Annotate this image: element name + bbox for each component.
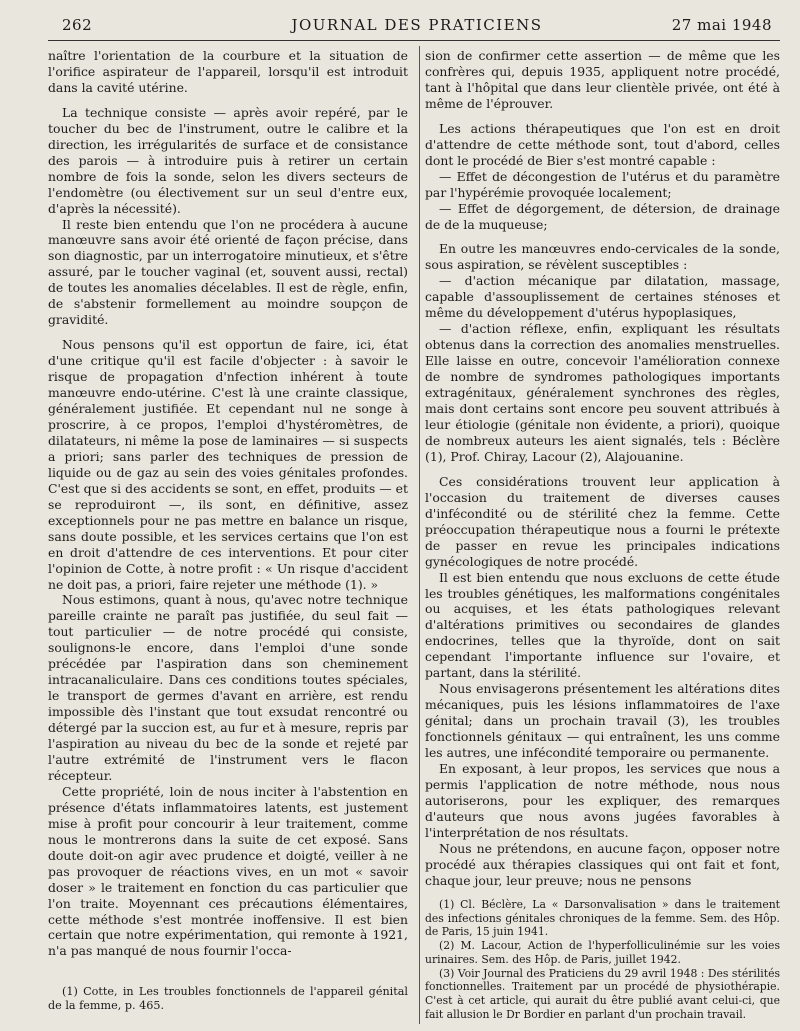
left-column bbox=[48, 48, 408, 959]
paragraph: Ces considérations trouvent leur application à l'occasion du traitement de diverses causes d'infécondité ou de stérilité chez la femme. Cette préoccupation thérapeutique nous a fourni le prétexte de passer en revue les principales indications gynécologiques de notre procédé. bbox=[425, 473, 780, 569]
paragraph: sion de confirmer cette assertion — de même que les confrères qui, depuis 1935, appliquent notre procédé, tant à l'hôpital que dans leur clientèle privée, ont été à même de l'éprouver. bbox=[425, 48, 780, 111]
page-header bbox=[62, 16, 772, 40]
paragraph: Il est bien entendu que nous excluons de cette étude les troubles génétiques, les malformations congénitales ou acquises, et les états pathologiques relevant d'altérations primitives ou secondaires de glandes endocrines, telles que la thyroïde, dont on sait cependant l'importante influence sur l'ovaire, et partant, dans la stérilité. bbox=[425, 569, 780, 681]
paragraph: Nous envisagerons présentement les altérations dites mécaniques, puis les lésions inflammatoires de l'axe génital; dans un prochain travail (3), les troubles fonctionnels génitaux — qui entraînent, les uns comme les autres, une infécondité temporaire ou permanente. bbox=[425, 681, 780, 761]
paragraph: Cette propriété, loin de nous inciter à l'abstention en présence d'états inflammatoires latents, est justement mise à profit pour concourir à leur traitement, comme nous le montrerons dans la suite de cet exposé. Sans doute doit-on agir avec prudence et doigté, veiller à ne pas provoquer de réactions vives, en un mot « savoir doser » le traitement en fonction du cas particulier que l'on traite. Moyennant ces précautions élémentaires, cette méthode s'est montrée inoffensive. Il est bien certain que notre expérimentation, qui remonte à 1921, n'a pas manqué de nous fournir l'occa- bbox=[48, 783, 408, 959]
page-number: 262 bbox=[62, 16, 93, 34]
list-item: — d'action mécanique par dilatation, massage, capable d'assouplissement de certaines sténoses et même du développement d'utérus hypoplasiques, bbox=[425, 273, 780, 321]
right-footnotes bbox=[425, 898, 780, 1021]
paragraph: Les actions thérapeutiques que l'on est en droit d'attendre de cette méthode sont, tout d'abord, celles dont le procédé de Bier s'est montré capable : bbox=[425, 120, 780, 168]
list-item: — d'action réflexe, enfin, expliquant les résultats obtenus dans la correction des anomalies menstruelles. Elle laisse en outre, concevoir l'amélioration connexe de nombre de syndromes pathologiques importants extragénitaux, généralement synchrones des règles, mais dont certains sont encore peu souvent attribués à leur étiologie (génitale non évidente, a priori), quoique de nombreux auteurs les aient signalés, tels : Béclère (1), Prof. Chiray, Lacour (2), Alajouanine. bbox=[425, 321, 780, 464]
paragraph: Nous pensons qu'il est opportun de faire, ici, état d'une critique qu'il est facile d'objecter : à savoir le risque de propagation d'nfection inhérent à toute manœuvre endo-utérine. C'est là une crainte classique, généralement justifiée. Et cependant nul ne songe à proscrire, à ce propos, l'emploi d'hystéromètres, de dilatateurs, ni même la pose de laminaires — si suspects a priori; sans parler des techniques de pression de liquide ou de gaz au sein des voies génitales profondes. C'est que si des accidents se sont, en effet, produits — et se reproduiront —, ils sont, en définitive, assez exceptionnels pour ne pas mettre en balance un risque, sans doute possible, et les services certains que l'on est en droit d'attendre de ces interventions. Et pour citer l'opinion de Cotte, à notre profit : « Un risque d'accident ne doit pas, a priori, faire rejeter une méthode (1). » bbox=[48, 337, 408, 592]
footnote: (2) M. Lacour, Action de l'hyperfolliculinémie sur les voies urinaires. Sem. des Hôp. de Paris, juillet 1942. bbox=[425, 939, 780, 966]
paragraph: Il reste bien entendu que l'on ne procédera à aucune manœuvre sans avoir été orienté de façon précise, dans son diagnostic, par un interrogatoire minutieux, et s'être assuré, par le toucher vaginal (et, souvent aussi, rectal) de toutes les anomalies décelables. Il est de règle, enfin, de s'abstenir formellement au moindre soupçon de gravidité. bbox=[48, 216, 408, 328]
paragraph: naître l'orientation de la courbure et la situation de l'orifice aspirateur de l'appareil, lorsqu'il est introduit dans la cavité utérine. bbox=[48, 48, 408, 95]
issue-date: 27 mai 1948 bbox=[671, 16, 772, 34]
list-item: — Effet de dégorgement, de détersion, de drainage de de la muqueuse; bbox=[425, 200, 780, 232]
journal-title: JOURNAL DES PRATICIENS bbox=[291, 16, 543, 34]
footnote: (3) Voir Journal des Praticiens du 29 avril 1948 : Des stérilités fonctionnelles. Traitement par un procédé de physiothérapie. C'est à cet article, qui aurait du être publié avant celui-ci, que fait allusion le Dr Bordier en parlant d'un prochain travail. bbox=[425, 966, 780, 1021]
paragraph: En outre les manœuvres endo-cervicales de la sonde, sous aspiration, se révèlent susceptibles : bbox=[425, 241, 780, 273]
right-column bbox=[425, 48, 780, 889]
paragraph: Nous estimons, quant à nous, qu'avec notre technique pareille crainte ne paraît pas justifiée, du seul fait — tout particulier — de notre procédé qui consiste, soulignons-le encore, dans l'emploi d'une sonde précédée par l'aspiration dans son cheminement intracanaliculaire. Dans ces conditions toutes spéciales, le transport de germes d'avant en arrière, est rendu impossible dès l'instant que tout exsudat rencontré ou détergé par la succion est, au fur et à mesure, repris par l'aspiration au niveau du bec de la sonde et rejeté par l'autre extrémité de l'instrument vers le flacon récepteur. bbox=[48, 592, 408, 783]
header-rule bbox=[48, 40, 780, 41]
paragraph: La technique consiste — après avoir repéré, par le toucher du bec de l'instrument, outre le calibre et la direction, les irrégularités de surface et de consistance des parois — à introduire puis à retirer un certain nombre de fois la sonde, selon les divers secteurs de l'endomètre (ou électivement sur un seul d'entre eux, d'après la nécessité). bbox=[48, 104, 408, 216]
footnote: (1) Cotte, in Les troubles fonctionnels de l'appareil génital de la femme, p. 465. bbox=[48, 985, 408, 1013]
paragraph: En exposant, à leur propos, les services que nous a permis l'application de notre méthode, nous nous autoriserons, pour les expliquer, des remarques d'auteurs que nous avons jugées favorables à l'interprétation de nos résultats. bbox=[425, 760, 780, 840]
column-divider bbox=[419, 46, 420, 1024]
footnote: (1) Cl. Béclère, La « Darsonvalisation » dans le traitement des infections génitales chroniques de la femme. Sem. des Hôp. de Paris, 15 juin 1941. bbox=[425, 898, 780, 939]
left-footnotes bbox=[48, 985, 408, 1013]
list-item: — Effet de décongestion de l'utérus et du paramètre par l'hypérémie provoquée localement; bbox=[425, 168, 780, 200]
paragraph: Nous ne prétendons, en aucune façon, opposer notre procédé aux thérapies classiques qui ont fait et font, chaque jour, leur preuve; nous ne pensons bbox=[425, 840, 780, 888]
